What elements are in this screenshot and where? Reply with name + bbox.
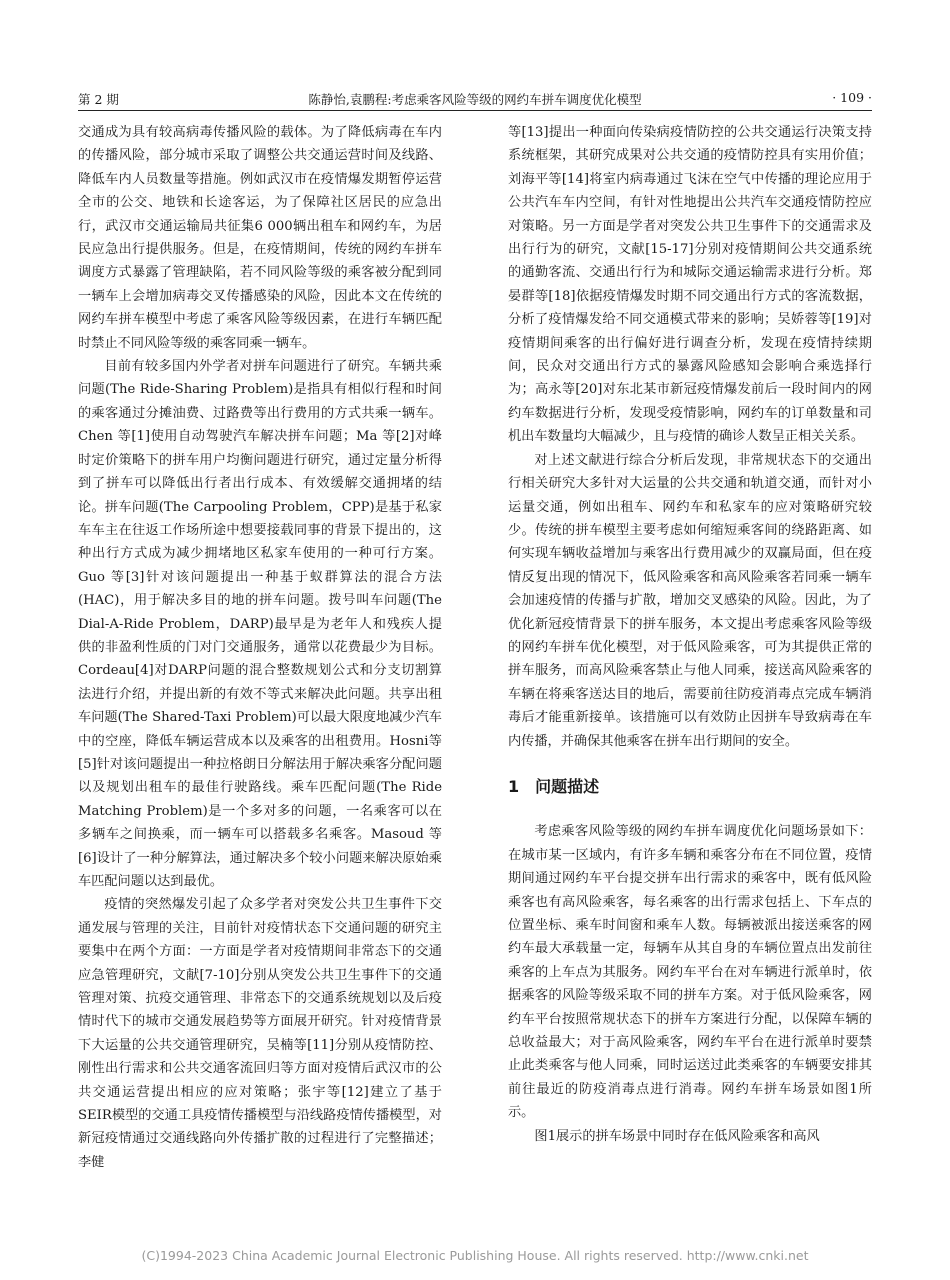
- paragraph: 交通成为具有较高病毒传播风险的载体。为了降低病毒在车内的传播风险，部分城市采取了调整公共交通运营时间及线路、降低车内人员数量等措施。例如武汉市在疫情爆发期暂停运营全市的公交、地铁和长途客运，为了保障社区居民的应急出行，武汉市交通运输局共征集6 000辆出租车和网约车，为居民应急出行提供服务。但是，在疫情期间，传统的网约车拼车调度方式暴露了管理缺陷，若不同风险等级的乘客被分配到同一辆车上会增加病毒交叉传播感染的风险，因此本文在传统的网约车拼车模型中考虑了乘客风险等级因素，在进行车辆匹配时禁止不同风险等级的乘客同乘一辆车。: [78, 125, 442, 351]
- paragraph: 考虑乘客风险等级的网约车拼车调度优化问题场景如下：在城市某一区域内，有许多车辆和乘客分布在不同位置，疫情期间通过网约车平台提交拼车出行需求的乘客中，既有低风险乘客也有高风险乘客，每名乘客的出行需求包括上、下车点的位置坐标、乘车时间窗和乘车人数。每辆被派出接送乘客的网约车最大承载量一定，每辆车从其自身的车辆位置点出发前往乘客的上车点为其服务。网约车平台在对车辆进行派单时，依据乘客的风险等级采取不同的拼车方案。对于低风险乘客，网约车平台按照常规状态下的拼车方案进行分配，以保障车辆的总收益最大；对于高风险乘客，网约车平台在进行派单时要禁止此类乘客与他人同乘，同时运送过此类乘客的车辆要安排其前往最近的防疫消毒点进行消毒。网约车拼车场景如图1所示。: [508, 824, 872, 1121]
- right-column: [508, 121, 872, 1148]
- running-title: 陈静怡,袁鹏程:考虑乘客风险等级的网约车拼车调度优化模型: [308, 92, 642, 107]
- paragraph: 图1展示的拼车场景中同时存在低风险乘客和高风: [534, 1128, 820, 1144]
- paragraph: 目前有较多国内外学者对拼车问题进行了研究。车辆共乘问题(The Ride-Sharing Problem)是指具有相似行程和时间的乘客通过分摊油费、过路费等出行费用的方式共乘一辆车。Chen 等[1]使用自动驾驶汽车解决拼车问题；Ma 等[2]对峰时定价策略下的拼车用户均衡问题进行研究，通过定量分析得到了拼车可以降低出行者出行成本、有效缓解交通拥堵的结论。拼车问题(The Carpooling Problem，CPP)是基于私家车车主在往返工作场所途中想要接载同事的背景下提出的，这种出行方式成为减少拥堵地区私家车使用的一种可行方案。Guo 等[3]针对该问题提出一种基于蚁群算法的混合方法(HAC)，用于解决多目的地的拼车问题。拨号叫车问题(The Dial-A-Ride Problem，DARP)最早是为老年人和残疾人提供的非盈利性质的门对门交通服务，通常以花费最少为目标。Cordeau[4]对DARP问题的混合整数规划公式和分支切割算法进行介绍，并提出新的有效不等式来解决此问题。共享出租车问题(The Shared-Taxi Problem)可以最大限度地减少汽车中的空座，降低车辆运营成本以及乘客的出租费用。Hosni等[5]针对该问题提出一种拉格朗日分解法用于解决乘客分配问题以及规划出租车的最佳行驶路线。乘车匹配问题(The Ride Matching Problem)是一个多对多的问题，一名乘客可以在多辆车之间换乘，而一辆车可以搭载多名乘客。Masoud 等[6]设计了一种分解算法，通过解决多个较小问题来解决原始乘车匹配问题以达到最优。: [78, 359, 442, 889]
- paragraph: 对上述文献进行综合分析后发现，非常规状态下的交通出行相关研究大多针对大运量的公共交通和轨道交通，而针对小运量交通，例如出租车、网约车和私家车的应对策略研究较少。传统的拼车模型主要考虑如何缩短乘客间的绕路距离、如何实现车辆收益增加与乘客出行费用减少的双赢局面，但在疫情反复出现的情况下，低风险乘客和高风险乘客若同乘一辆车会加速疫情的传播与扩散，增加交叉感染的风险。因此，为了优化新冠疫情背景下的拼车服务，本文提出考虑乘客风险等级的网约车拼车优化模型，对于低风险乘客，可为其提供正常的拼车服务，而高风险乘客禁止与他人同乘，接送高风险乘客的车辆在将乘客送达目的地后，需要前往防疫消毒点完成车辆消毒后才能重新接单。该措施可以有效防止因拼车导致病毒在车内传播，并确保其他乘客在拼车出行期间的安全。: [508, 452, 872, 749]
- left-column: [78, 121, 442, 1174]
- copyright-footer: (C)1994-2023 China Academic Journal Electronic Publishing House. All rights reserved. http://www.cnki.net: [141, 1248, 809, 1263]
- section-title: 问题描述: [535, 776, 600, 796]
- paragraph: 疫情的突然爆发引起了众多学者对突发公共卫生事件下交通发展与管理的关注，目前针对疫情状态下交通问题的研究主要集中在两个方面：一方面是学者对疫情期间非常态下的交通应急管理研究，文献[7-10]分别从突发公共卫生事件下的交通管理对策、抗疫交通管理、非常态下的交通系统规划以及后疫情时代下的城市交通发展趋势等方面展开研究。针对疫情背景下大运量的公共交通管理研究，吴楠等[11]分别从疫情防控、刚性出行需求和公共交通客流回归等方面对疫情后武汉市的公共交通运营提出相应的应对策略；张宇等[12]建立了基于SEIR模型的交通工具疫情传播模型与沿线路疫情传播模型，对新冠疫情通过交通线路向外传播扩散的过程进行了完整描述；李健: [78, 897, 442, 1170]
- paragraph: 等[13]提出一种面向传染病疫情防控的公共交通运行决策支持系统框架，其研究成果对公共交通的疫情防控具有实用价值；刘海平等[14]将室内病毒通过飞沫在空气中传播的理论应用于公共汽车车内空间，有针对性地提出公共汽车交通疫情防控应对策略。另一方面是学者对突发公共卫生事件下的交通需求及出行行为的研究，文献[15-17]分别对疫情期间公共交通系统的通勤客流、交通出行行为和城际交通运输需求进行分析。郑晏群等[18]依据疫情爆发时期不同交通出行方式的客流数据，分析了疫情爆发给不同交通模式带来的影响；吴娇蓉等[19]对疫情期间乘客的出行偏好进行调查分析，发现在疫情持续期间，民众对交通出行方式的暴露风险感知会影响合乘选择行为；高永等[20]对东北某市新冠疫情爆发前后一段时间内的网约车数据进行分析，发现受疫情影响，网约车的订单数量和司机出车数量均大幅减少，且与疫情的确诊人数呈正相关关系。: [508, 125, 872, 445]
- section-heading: [508, 775, 872, 798]
- page-number: · 109 ·: [832, 90, 872, 105]
- issue-label: 第 2 期: [78, 92, 119, 107]
- running-header: [78, 86, 872, 111]
- section-number: 1: [508, 776, 520, 796]
